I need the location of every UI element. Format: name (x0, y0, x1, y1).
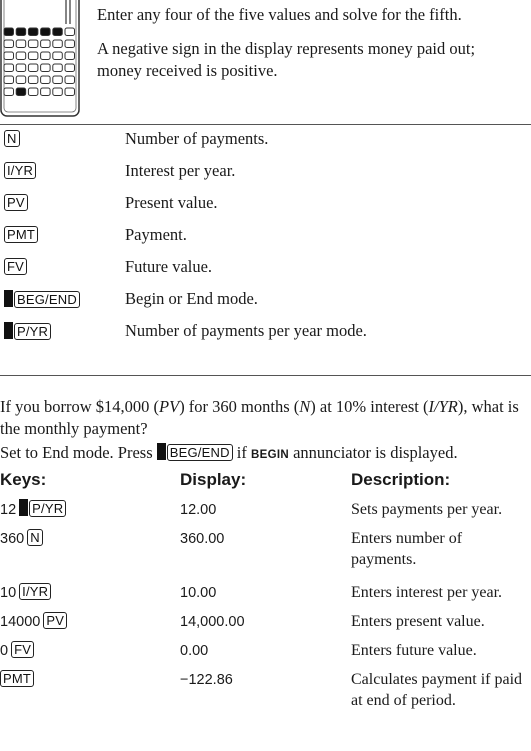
row-description: Enters future value. (351, 642, 477, 659)
key-cell (4, 226, 38, 245)
i-yr-key: I/YR (4, 162, 36, 179)
table-header-keys: Keys: (0, 470, 47, 489)
row-display: 12.00 (180, 502, 217, 518)
row-keystrokes (0, 611, 67, 633)
set-mode-instruction: Set to End mode. Press BEG/END if BEGIN annunciator is displayed. (0, 443, 458, 462)
key-description: Payment. (125, 225, 187, 244)
row-display: 0.00 (180, 643, 209, 659)
pmt-key: PMT (0, 670, 34, 687)
key-description: Interest per year. (125, 161, 236, 180)
p-yr-key: P/YR (29, 500, 66, 517)
number-entry: 12 (0, 502, 17, 518)
divider-top (0, 124, 531, 125)
key-description: Present value. (125, 193, 218, 212)
key-cell (4, 194, 28, 213)
n-key: N (4, 130, 20, 147)
intro-text-2: A negative sign in the display represents money paid out; money received is positive. (97, 39, 476, 80)
table-header-description: Description: (351, 470, 451, 489)
p-yr-key: P/YR (14, 323, 51, 340)
key-cell (4, 258, 27, 277)
table-header-display: Display: (180, 470, 247, 489)
row-display: −122.86 (180, 672, 233, 688)
key-list-item (4, 160, 524, 182)
shift-key-icon (19, 499, 28, 516)
i-yr-key: I/YR (19, 583, 51, 600)
key-list-item (4, 192, 524, 214)
row-description: Enters interest per year. (351, 584, 503, 601)
number-entry: 360 (0, 531, 25, 547)
number-entry: 10 (0, 585, 17, 601)
number-entry: 0 (0, 643, 9, 659)
shift-key-icon (157, 443, 166, 460)
key-description: Begin or End mode. (125, 289, 258, 308)
row-keystrokes (0, 669, 34, 691)
row-display: 14,000.00 (180, 614, 245, 630)
row-description: Enters present value. (351, 613, 485, 630)
beg-end-key: BEG/END (14, 291, 80, 308)
row-description: Enters number of payments. (351, 530, 463, 568)
key-cell (4, 130, 20, 149)
key-list-item (4, 256, 524, 278)
shift-key-icon (4, 290, 13, 307)
key-list-item (4, 320, 524, 342)
key-list-item (4, 288, 524, 310)
shift-key-icon (4, 322, 13, 339)
n-key: N (27, 529, 43, 546)
calculator-icon (0, 0, 80, 118)
key-cell (4, 322, 51, 342)
key-list-item (4, 224, 524, 246)
beg-end-key: BEG/END (167, 444, 233, 461)
key-description: Number of payments per year mode. (125, 321, 367, 340)
number-entry: 14000 (0, 614, 41, 630)
divider-middle (0, 375, 531, 376)
row-keystrokes (0, 499, 66, 521)
row-display: 10.00 (180, 585, 217, 601)
key-description: Future value. (125, 257, 213, 276)
pv-key: PV (43, 612, 67, 629)
row-description: Calculates payment if paid at end of period. (351, 671, 523, 709)
key-cell (4, 162, 36, 181)
row-description: Sets payments per year. (351, 501, 503, 518)
fv-key: FV (4, 258, 27, 275)
key-cell (4, 290, 80, 310)
intro-text-1: Enter any four of the five values and solve for the fifth. (97, 5, 462, 24)
key-list-item (4, 128, 524, 150)
pmt-key: PMT (4, 226, 38, 243)
pv-key: PV (4, 194, 28, 211)
row-display: 360.00 (180, 531, 225, 547)
row-keystrokes (0, 528, 43, 550)
row-keystrokes (0, 582, 51, 604)
row-keystrokes (0, 640, 34, 662)
key-description: Number of payments. (125, 129, 269, 148)
begin-annunciator: BEGIN (251, 449, 289, 461)
fv-key: FV (11, 641, 34, 658)
example-question: If you borrow $14,000 (PV) for 360 months (N) at 10% interest (I/YR), what is the monthly payment? (0, 397, 519, 438)
